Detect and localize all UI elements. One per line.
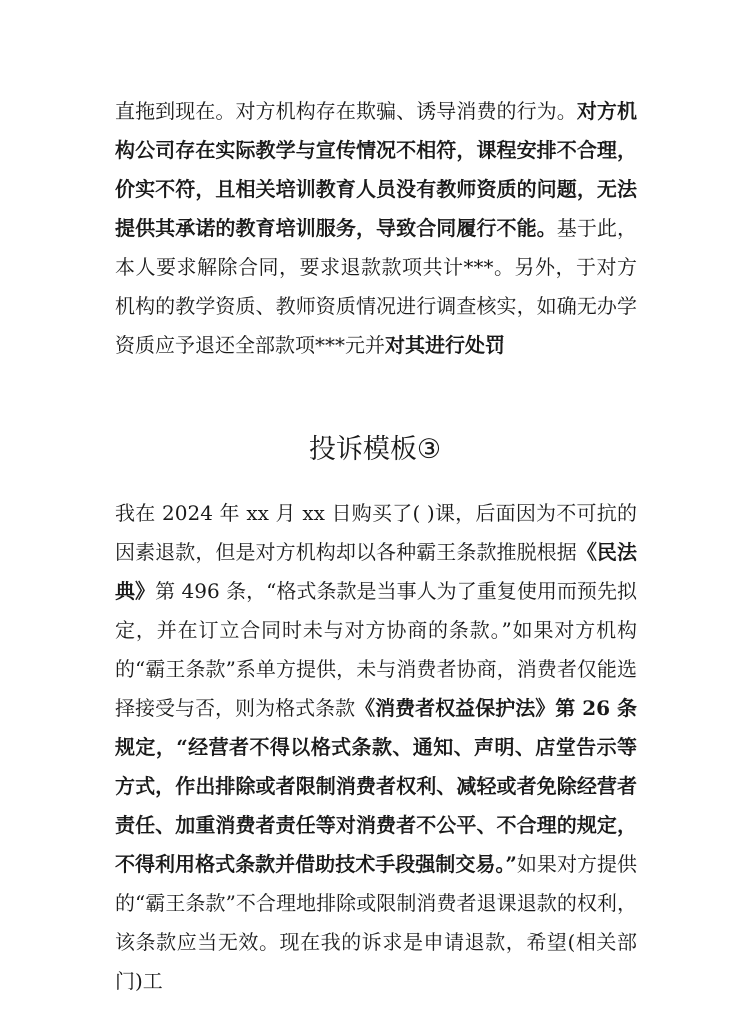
- civil-code-reference: 《民法典》: [115, 540, 638, 603]
- complaint-paragraph-continued: [115, 92, 637, 365]
- paragraph2-sentence-3: 第 496 条，“格式条款是当事人为了重复使用而预先拟定，并在订立合同时未与对方协商的条款。”如果对方机构的“霸王条款”系单方提供，未与消费者协商，消费者仅能选择接受与否，则为格式条款: [115, 579, 637, 720]
- paragraph1-bold-ending: 对其进行处罚: [385, 333, 505, 357]
- paragraph2-sentence-1: 我在 2024 年 xx 月 xx 日购买了( )课，后面因为不可抗的因素退款，但是对方机构却以各种霸王条款推脱根据: [115, 501, 637, 564]
- paragraph1-sentence-3: 基于此，本人要求解除合同，要求退款款项共计***。另外，于对方机构的教学资质、教师资质情况进行调查核实，如确无办学资质应予退还全部款项***元并: [115, 216, 638, 357]
- paragraph2-sentence-5: 如果对方提供的“霸王条款”不合理地排除或限制消费者退课退款的权利，该条款应当无效。现在我的诉求是申请退款，希望(相关部门)工: [115, 852, 638, 993]
- template-heading: 投诉模板③: [308, 434, 442, 465]
- paragraph1-sentence-1: 直拖到现在。对方机构存在欺骗、诱导消费的行为。: [115, 99, 577, 123]
- consumer-law-quote: 《消费者权益保护法》第 26 条规定，“经营者不得以格式条款、通知、声明、店堂告示等方式，作出排除或者限制消费者权利、减轻或者免除经营者责任、加重消费者责任等对消费者不公平、不合理的规定，不得利用格式条款并借助技术手段强制交易。”: [115, 696, 638, 876]
- paragraph1-bold-statement: 对方机构公司存在实际教学与宣传情况不相符，课程安排不合理，价实不符，且相关培训教育人员没有教师资质的问题，无法提供其承诺的教育培训服务，导致合同履行不能。: [115, 99, 638, 240]
- complaint-template-paragraph: [115, 494, 637, 1001]
